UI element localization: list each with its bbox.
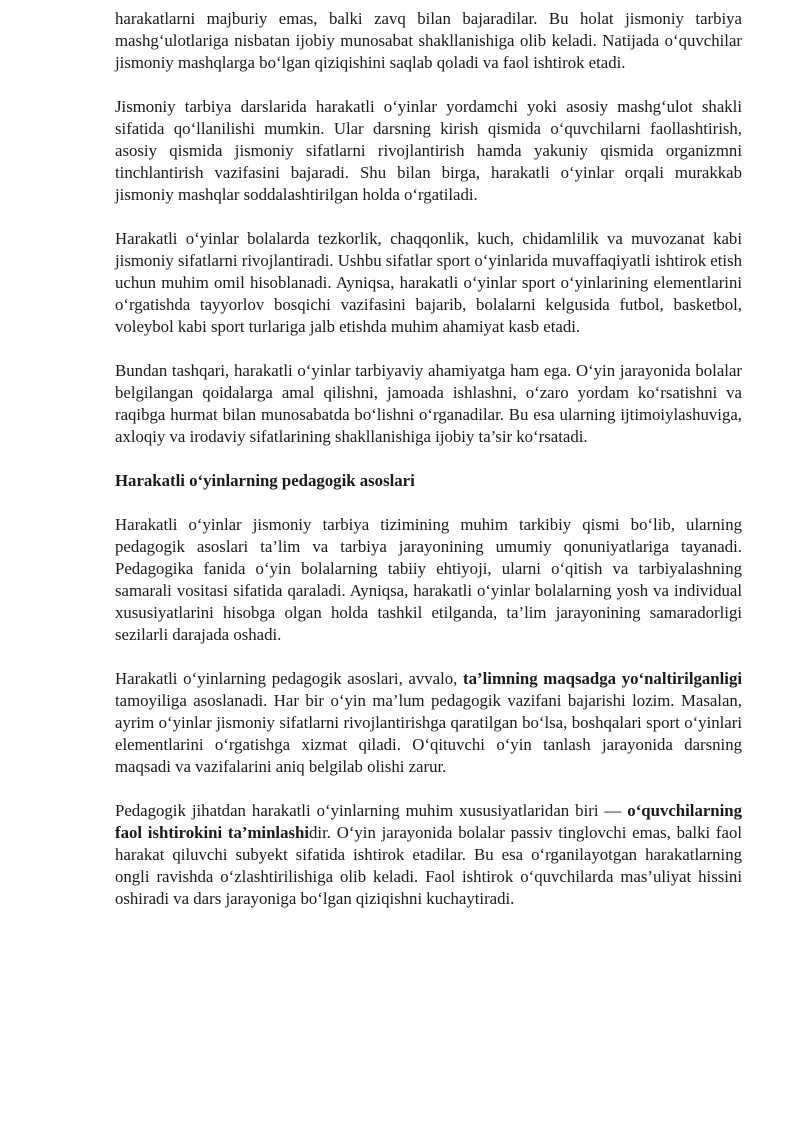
paragraph-3: Harakatli o‘yinlar bolalarda tezkorlik, chaqqonlik, kuch, chidamlilik va muvozanat kabi jismoniy sifatlarni rivojlantiradi. Ushbu sifatlar sport o‘yinlarida muvaffaqiyatli ishtirok etish uchun muhim omil hisoblanadi. Ayniqsa, harakatli o‘yinlar sport o‘yinlarining elementlarini o‘rgatishda tayyorlov bosqichi vazifasini bajarib, bolalarni kelgusida futbol, basketbol, voleybol kabi sport turlariga jalb etishda muhim ahamiyat kasb etadi.: [115, 229, 743, 336]
section-paragraph-1: Harakatli o‘yinlar jismoniy tarbiya tizimining muhim tarkibiy qismi bo‘lib, ularning pedagogik asoslari ta’lim va tarbiya jarayonining umumiy qonuniyatlariga tayanadi. Pedagogika fanida o‘yin bolalarning tabiiy ehtiyoji, ularni o‘qitish va tarbiyalashning samarali vositasi sifatida qaraladi. Ayniqsa, harakatli o‘yinlar bolalarning yosh va individual xususiyatlarini hisobga olgan holda tashkil etilganda, ta’lim jarayonining samaradorligi sezilarli darajada oshadi.: [115, 515, 742, 644]
section-heading: Harakatli o‘yinlarning pedagogik asoslari: [115, 471, 415, 490]
section-paragraph-2-after: tamoyiliga asoslanadi. Har bir o‘yin ma’lum pedagogik vazifani bajarishi lozim. Masalan, ayrim o‘yinlar jismoniy sifatlarni rivojlantirishga qaratilgan bo‘lsa, boshqalari sport o‘yinlari elementlarini o‘rgatishga xizmat qiladi. O‘qituvchi o‘yin tanlash jarayonida darsning maqsadi va vazifalarini aniq belgilab olishi zarur.: [115, 691, 742, 776]
section-paragraph-3: [115, 800, 742, 910]
section-paragraph-3-bold: o‘quvchilarning faol ishtirokini ta’minlashi: [115, 801, 742, 842]
section-paragraph-2-bold: ta’limning maqsadga yo‘naltirilganligi: [463, 669, 742, 688]
section-paragraph-3-after: dir. O‘yin jarayonida bolalar passiv tinglovchi emas, balki faol harakat qiluvchi subyekt sifatida ishtirok etadilar. Bu esa o‘rganilayotgan harakatlarning ongli ravishda o‘zlashtirilishiga olib keladi. Faol ishtirok o‘quvchilarda mas’uliyat hissini oshiradi va dars jarayoniga bo‘lgan qiziqishni kuchaytiradi.: [115, 823, 742, 908]
section-paragraph-2: [115, 668, 742, 778]
document-page: [115, 8, 742, 932]
section-paragraph-3-before: Pedagogik jihatdan harakatli o‘yinlarning muhim xususiyatlaridan biri —: [115, 801, 628, 820]
section-paragraph-2-before: Harakatli o‘yinlarning pedagogik asoslari, avvalo,: [115, 669, 464, 688]
paragraph-2: Jismoniy tarbiya darslarida harakatli o‘yinlar yordamchi yoki asosiy mashg‘ulot shakli sifatida qo‘llanilishi mumkin. Ular darsning kirish qismida o‘quvchilarni faollashtirish, asosiy qismida jismoniy sifatlarni rivojlantirish hamda yakuniy qismida organizmni tinchlantirish vazifasini bajaradi. Shu bilan birga, harakatli o‘yinlar orqali murakkab jismoniy mashqlar soddalashtirilgan holda o‘rgatiladi.: [115, 97, 742, 204]
paragraph-1: harakatlarni majburiy emas, balki zavq bilan bajaradilar. Bu holat jismoniy tarbiya mashg‘ulotlariga nisbatan ijobiy munosabat shakllanishiga olib keladi. Natijada o‘quvchilar jismoniy mashqlarga bo‘lgan qiziqishini saqlab qoladi va faol ishtirok etadi.: [115, 9, 742, 72]
paragraph-4: Bundan tashqari, harakatli o‘yinlar tarbiyaviy ahamiyatga ham ega. O‘yin jarayonida bolalar belgilangan qoidalarga amal qilishni, jamoada ishlashni, o‘zaro yordam ko‘rsatishni va raqibga hurmat bilan munosabatda bo‘lishni o‘rganadilar. Bu esa ularning ijtimoiylashuviga, axloqiy va irodaviy sifatlarining shakllanishiga ijobiy ta’sir ko‘rsatadi.: [115, 361, 742, 446]
